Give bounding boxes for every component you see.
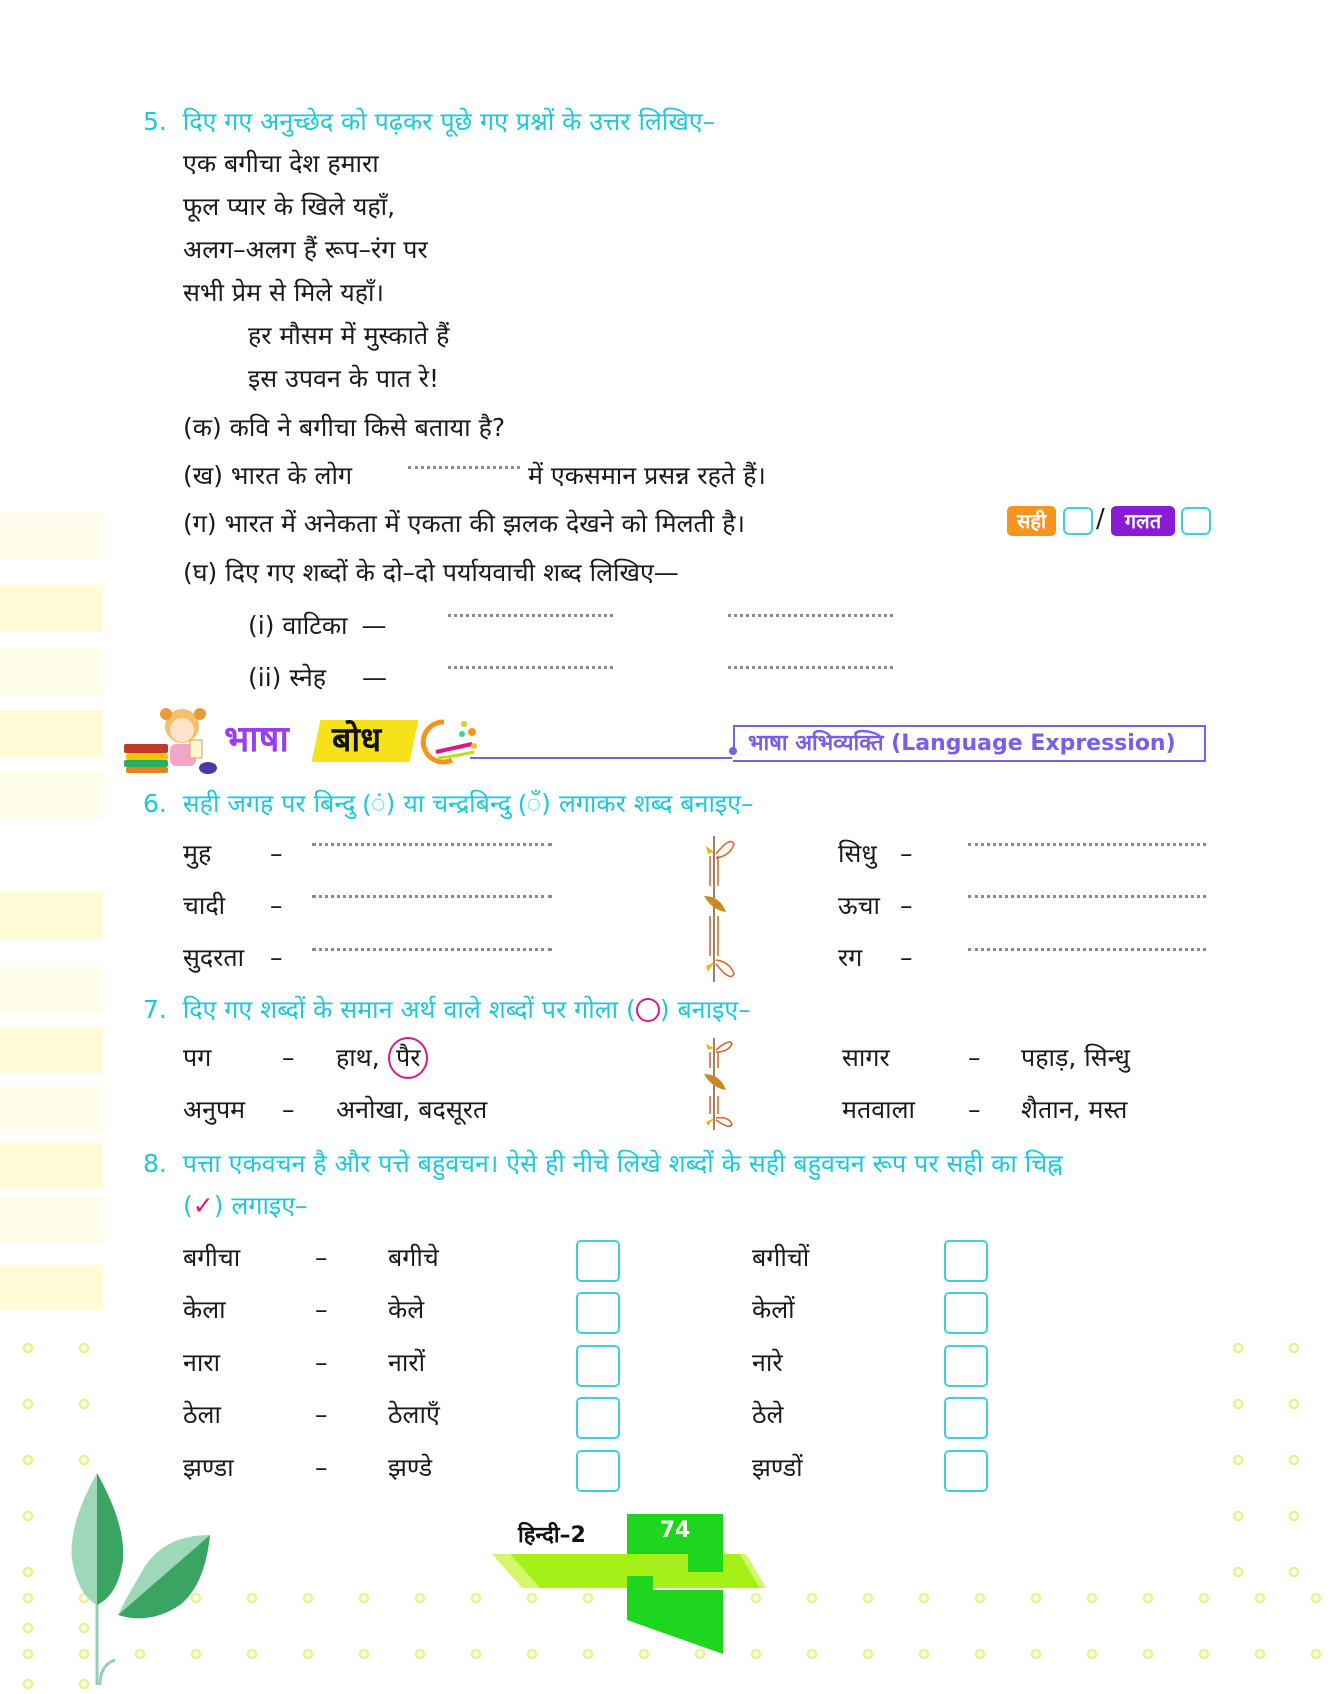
q6-answer-blank[interactable]	[968, 843, 1206, 846]
q6-instruction	[143, 786, 754, 822]
true-checkbox[interactable]	[1063, 507, 1093, 535]
q7-number: 7.	[143, 995, 167, 1024]
q8-option1: झण्डे	[388, 1453, 433, 1482]
false-label: गलत	[1111, 506, 1175, 536]
q5-part-ka	[183, 410, 505, 446]
q8-singular: ठेला	[183, 1400, 221, 1429]
q5-instruction	[143, 104, 715, 140]
girl-reading-books-icon	[120, 700, 220, 775]
q8-singular: नारा	[183, 1348, 221, 1377]
q5-part-gha	[183, 555, 679, 591]
part-text-after: में एकसमान प्रसन्न रहते हैं।	[528, 461, 766, 490]
q8-checkbox-option2[interactable]	[944, 1397, 988, 1439]
q8-checkbox-option1[interactable]	[576, 1450, 620, 1492]
q8-option2: ठेले	[752, 1400, 784, 1429]
q5-part-kha	[183, 458, 352, 494]
q8-option1: बगीचे	[388, 1243, 439, 1272]
q8-checkbox-option2[interactable]	[944, 1450, 988, 1492]
q7-option[interactable]: पहाड़, सिन्धु	[1021, 1043, 1130, 1072]
synonym-label: (i) वाटिका —	[248, 611, 387, 640]
synonym-blank-1[interactable]	[448, 666, 613, 669]
fill-blank-line[interactable]	[408, 466, 520, 469]
q6-answer-blank[interactable]	[312, 895, 552, 898]
ornament-divider-icon	[700, 836, 740, 982]
part-text: भारत के लोग	[230, 461, 353, 490]
dash: –	[315, 1453, 328, 1482]
page-number: 74	[659, 1518, 691, 1543]
q8-checkbox-option1[interactable]	[576, 1240, 620, 1282]
section-title-part1: भाषा	[224, 719, 289, 760]
q6-word-left: सुदरता	[183, 943, 245, 972]
q8-checkbox-option1[interactable]	[576, 1292, 620, 1334]
q5-part-ga	[183, 506, 745, 542]
q6-answer-blank[interactable]	[312, 948, 552, 951]
q7-option[interactable]: शैतान, मस्त	[1021, 1095, 1128, 1124]
q7-text-after: ) बनाइए–	[659, 995, 751, 1024]
q8-option2: केलों	[752, 1295, 795, 1324]
dot-pattern-right	[1210, 1320, 1334, 1580]
q6-answer-blank[interactable]	[968, 948, 1206, 951]
synonym-blank-2[interactable]	[728, 614, 893, 617]
q7-text: दिए गए शब्दों के समान अर्थ वाले शब्दों पर गोला (	[182, 995, 636, 1024]
q8-singular: केला	[183, 1295, 226, 1324]
q6-answer-blank[interactable]	[968, 895, 1206, 898]
false-checkbox[interactable]	[1181, 507, 1211, 535]
poem-line: हर मौसम में मुस्काते हैं	[248, 321, 450, 350]
q8-checkbox-option2[interactable]	[944, 1345, 988, 1387]
q8-instruction	[143, 1146, 1063, 1182]
dash: –	[900, 943, 913, 972]
q7-option[interactable]: अनोखा, बदसूरत	[336, 1095, 488, 1124]
dash: –	[900, 891, 913, 920]
synonym-label: (ii) स्नेह —	[248, 663, 387, 692]
q6-answer-blank[interactable]	[312, 843, 552, 846]
part-text: भारत में अनेकता में एकता की झलक देखने को मिलती है।	[224, 509, 745, 538]
ornament-divider-icon	[700, 1038, 740, 1130]
subtitle-box-dot	[729, 747, 737, 755]
dash: –	[315, 1295, 328, 1324]
q6-number: 6.	[143, 789, 167, 818]
check-mark-icon: ✓	[192, 1191, 214, 1220]
dash: –	[900, 839, 913, 868]
q8-singular: झण्डा	[183, 1453, 234, 1482]
true-label: सही	[1007, 506, 1056, 536]
poem-line: एक बगीचा देश हमारा	[183, 149, 379, 178]
part-label: (ग)	[183, 509, 217, 538]
q8-option1: केले	[388, 1295, 425, 1324]
dash: –	[270, 839, 283, 868]
part-text: कवि ने बगीचा किसे बताया है?	[229, 413, 506, 442]
q7-word: सागर	[842, 1043, 890, 1072]
q6-text: सही जगह पर बिन्दु (ं) या चन्द्रबिन्दु (ँ) लगाकर शब्द बनाइए–	[182, 789, 754, 818]
part-text: दिए गए शब्दों के दो–दो पर्यायवाची शब्द लिखिए—	[225, 558, 679, 587]
q7-word: पग	[183, 1043, 212, 1072]
q5-text: दिए गए अनुच्छेद को पढ़कर पूछे गए प्रश्नों के उत्तर लिखिए–	[182, 107, 716, 136]
q8-text: पत्ता एकवचन है और पत्ते बहुवचन। ऐसे ही नीचे लिखे शब्दों के सही बहुवचन रूप पर सही का चिह्न	[182, 1149, 1063, 1178]
swirl-decoration-icon	[414, 712, 484, 772]
q8-option2: नारे	[752, 1348, 783, 1377]
dash: –	[315, 1348, 328, 1377]
circle-symbol-icon	[636, 998, 660, 1022]
dash: –	[968, 1095, 981, 1124]
dash: –	[270, 943, 283, 972]
q6-word-left: मुह	[183, 839, 212, 868]
section-subtitle: भाषा अभिव्यक्ति (Language Expression)	[748, 731, 1176, 756]
q7-option-circled[interactable]: पैर	[388, 1037, 428, 1079]
dash: –	[282, 1043, 295, 1072]
q8-checkbox-option1[interactable]	[576, 1397, 620, 1439]
part-label: (क)	[183, 413, 222, 442]
book-title: हिन्दी–2	[518, 1523, 586, 1548]
q8-option1: नारों	[388, 1348, 426, 1377]
q8-singular: बगीचा	[183, 1243, 241, 1272]
q8-checkbox-option2[interactable]	[944, 1292, 988, 1334]
poem-line: फूल प्यार के खिले यहाँ,	[183, 192, 396, 221]
synonym-blank-2[interactable]	[728, 666, 893, 669]
q6-word-left: चादी	[183, 891, 226, 920]
dash: –	[282, 1095, 295, 1124]
q8-instruction-line2: (✓) लगाइए–	[183, 1191, 308, 1220]
poem-line: अलग–अलग हैं रूप–रंग पर	[183, 235, 428, 264]
dash: –	[968, 1043, 981, 1072]
q8-checkbox-option2[interactable]	[944, 1240, 988, 1282]
dash: –	[315, 1243, 328, 1272]
poem-line: सभी प्रेम से मिले यहाँ।	[183, 278, 384, 307]
dash: –	[270, 891, 283, 920]
section-title-part2: बोध	[332, 720, 382, 760]
q6-word-right: ऊचा	[838, 891, 880, 920]
synonym-blank-1[interactable]	[448, 614, 613, 617]
q7-instruction	[143, 992, 751, 1028]
header-rule	[470, 757, 732, 759]
q6-word-right: सिधु	[838, 839, 877, 868]
q8-option1: ठेलाएँ	[388, 1400, 440, 1429]
poem-line: इस उपवन के पात रे!	[248, 364, 440, 393]
q8-number: 8.	[143, 1149, 167, 1178]
q8-checkbox-option1[interactable]	[576, 1345, 620, 1387]
q6-word-right: रग	[838, 943, 863, 972]
slash-separator: /	[1096, 504, 1105, 534]
dash: –	[315, 1400, 328, 1429]
part-label: (ख)	[183, 461, 223, 490]
q8-option2: बगीचों	[752, 1243, 810, 1272]
q7-option[interactable]: हाथ,	[336, 1043, 380, 1072]
part-label: (घ)	[183, 558, 218, 587]
q7-word: मतवाला	[842, 1095, 916, 1124]
q5-number: 5.	[143, 107, 167, 136]
q8-option2: झण्डों	[752, 1453, 803, 1482]
leaf-plant-icon	[60, 1465, 220, 1694]
q7-word: अनुपम	[183, 1095, 246, 1124]
